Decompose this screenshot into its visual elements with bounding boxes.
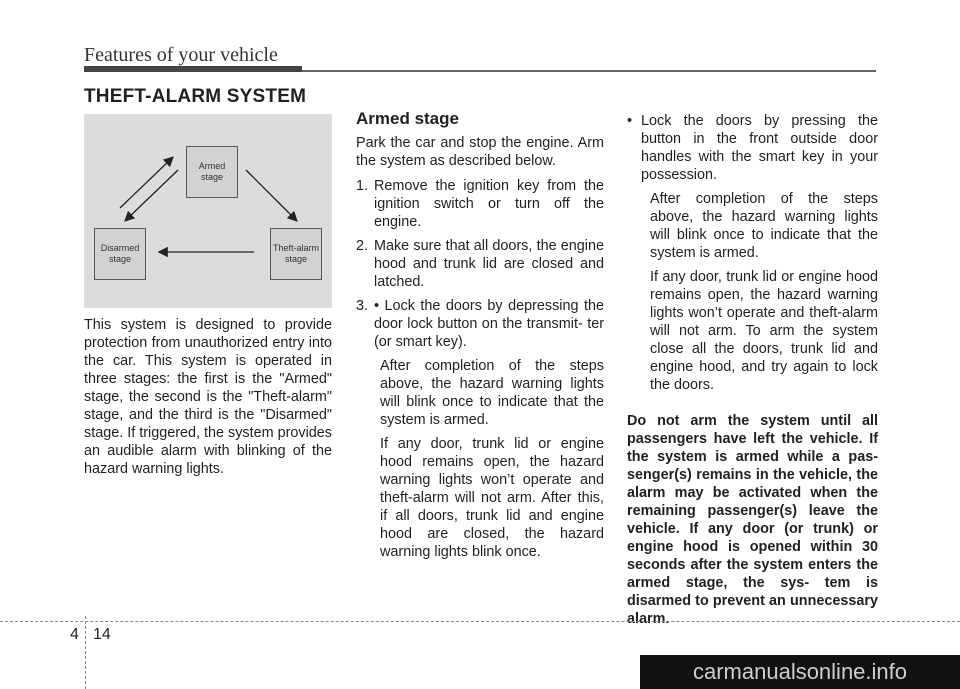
item-number: 2. [356, 238, 369, 254]
bullet-text: Lock the doors by pressing the button in the front outside door handles with the smart key in your possession. [641, 113, 878, 183]
header-rule-thick [84, 66, 302, 72]
page-number: 14 [93, 626, 111, 643]
armed-stage-intro: Park the car and stop the engine. Arm the system as described below. [356, 135, 604, 169]
stage-arrows [84, 114, 332, 308]
section-title: THEFT-ALARM SYSTEM [84, 86, 307, 107]
list-item [356, 177, 604, 231]
running-header: Features of your vehicle [84, 44, 278, 66]
step3-paragraph-1: After completion of the steps above, the hazard warning lights will blink once to indicate that the system is armed. [380, 358, 604, 428]
item-text: Remove the ignition key from the ignition switch or turn off the engine. [374, 178, 604, 230]
armed-stage-box: Armed stage [186, 146, 238, 198]
item-number: 1. [356, 178, 369, 194]
arrow-armed-to-theft [246, 170, 296, 220]
item-text: • Lock the doors by depressing the door lock button on the transmit- ter (or smart key). [374, 298, 604, 350]
footer-rule [0, 621, 960, 622]
right-paragraph-1: After completion of the steps above, the hazard warning lights will blink once to indicate that the system is armed. [650, 191, 878, 261]
bullet-item [627, 112, 878, 184]
step3-paragraph-2: If any door, trunk lid or engine hood remains open, the hazard warning lights won’t operate and theft-alarm will not arm. After this, if all doors, trunk lid and engine hood are closed, the hazard warning lights blink once. [380, 436, 604, 560]
chapter-number: 4 [70, 626, 79, 643]
header-rule-thin [302, 70, 876, 72]
list-item [356, 237, 604, 291]
bullet-glyph: • [627, 113, 633, 129]
item-number: 3. [356, 298, 369, 314]
warning-paragraph: Do not arm the system until all passengers have left the vehicle. If the system is armed while a pas- senger(s) remains in the vehicle, the alarm may be activated when the remaining passenger(s) leave the vehicle. If any door (or trunk) or engine hood is opened within 30 seconds after the system enters the armed stage, the sys- tem is disarmed to prevent an unnecessary alarm. [627, 413, 878, 627]
right-column [627, 112, 878, 635]
intro-column [84, 316, 332, 485]
disarmed-stage-box: Disarmed stage [94, 228, 146, 280]
watermark: carmanualsonline.info [640, 655, 960, 689]
armed-stage-column [356, 110, 604, 567]
armed-stage-title: Armed stage [356, 109, 459, 128]
list-item [356, 297, 604, 351]
footer-divider [85, 616, 86, 689]
right-paragraph-2: If any door, trunk lid or engine hood remains open, the hazard warning lights won’t operate and theft-alarm will not arm. To arm the system close all the doors, trunk lid and engine hood, and try again to lock the doors. [650, 269, 878, 393]
item-text: Make sure that all doors, the engine hood and trunk lid are closed and latched. [374, 238, 604, 290]
intro-paragraph: This system is designed to provide protection from unauthorized entry into the car. This system is operated in three stages: the first is the "Armed" stage, the second is the "Theft-alarm" stage, and the third is the "Disarmed" stage. If triggered, the system provides an audible alarm with blinking of the hazard warning lights. [84, 317, 332, 477]
theft-alarm-stage-box: Theft-alarm stage [270, 228, 322, 280]
alarm-stage-diagram [84, 114, 332, 308]
